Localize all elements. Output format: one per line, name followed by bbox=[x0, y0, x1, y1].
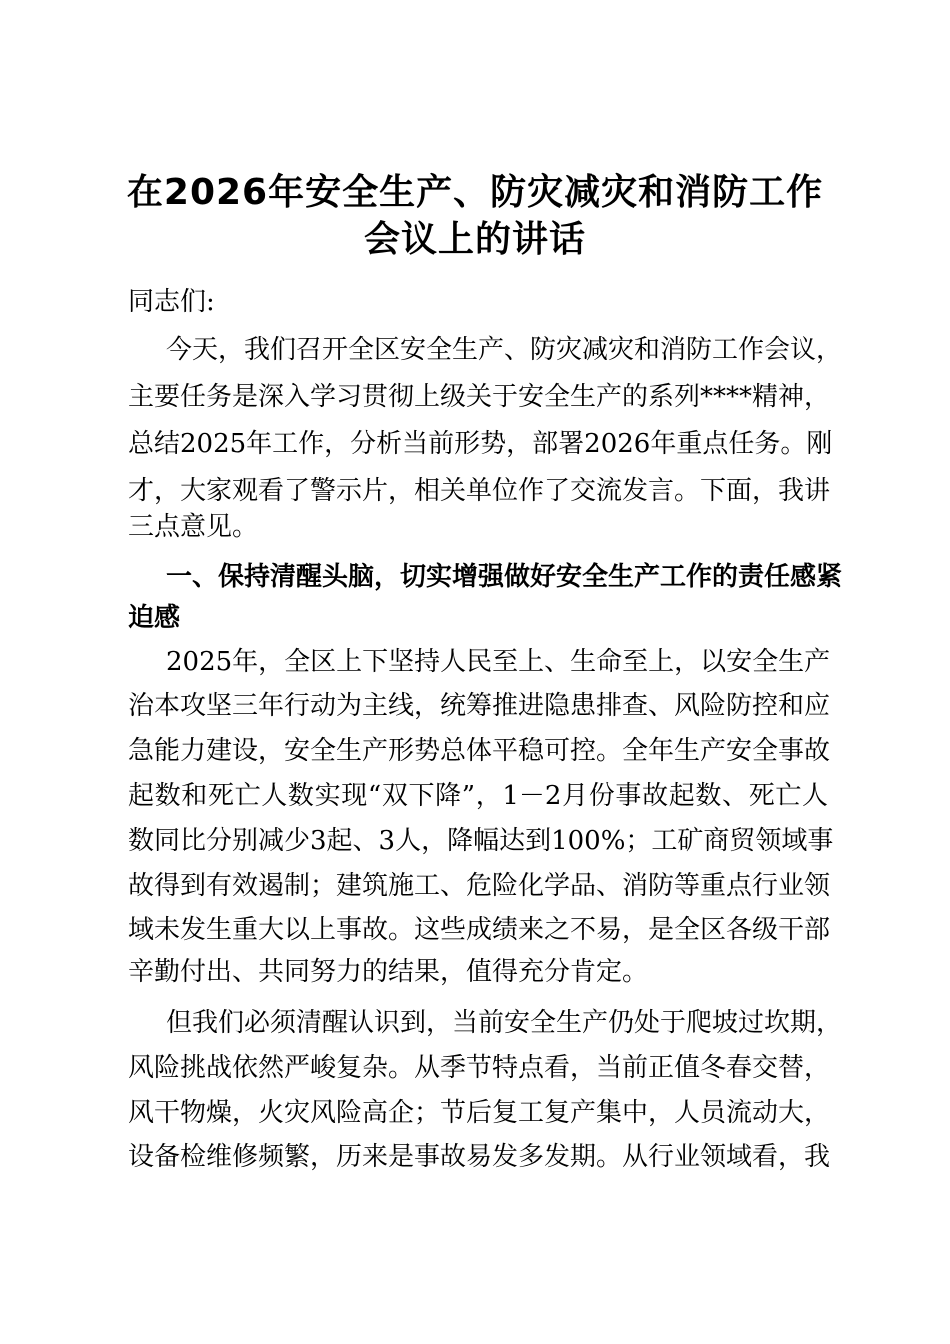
document-title-line-1: 在2026年安全生产、防灾减灾和消防工作 bbox=[126, 172, 824, 213]
document-title-line-2: 会议上的讲话 bbox=[363, 219, 586, 260]
paragraph-3-line: 设备检维修频繁，历来是事故易发多发期。从行业领域看，我 bbox=[128, 1142, 831, 1172]
paragraph-2-line: 急能力建设，安全生产形势总体平稳可控。全年生产安全事故 bbox=[128, 736, 831, 766]
paragraph-1-line: 三点意见。 bbox=[128, 512, 259, 542]
paragraph-2-line: 域未发生重大以上事故。这些成绩来之不易，是全区各级干部 bbox=[128, 915, 831, 945]
paragraph-3-line: 风干物燥，火灾风险高企；节后复工复产集中，人员流动大， bbox=[128, 1098, 831, 1128]
salutation: 同志们: bbox=[128, 287, 215, 317]
paragraph-2-line: 2025年，全区上下坚持人民至上、生命至上，以安全生产 bbox=[166, 647, 831, 677]
paragraph-3-line: 风险挑战依然严峻复杂。从季节特点看，当前正值冬春交替， bbox=[128, 1053, 831, 1083]
paragraph-2-line: 治本攻坚三年行动为主线，统筹推进隐患排查、风险防控和应 bbox=[128, 691, 831, 721]
paragraph-3-line: 但我们必须清醒认识到，当前安全生产仍处于爬坡过坎期， bbox=[166, 1008, 843, 1038]
paragraph-2-line: 辛勤付出、共同努力的结果，值得充分肯定。 bbox=[128, 957, 649, 987]
paragraph-1-line: 总结2025年工作，分析当前形势，部署2026年重点任务。刚 bbox=[128, 429, 833, 459]
paragraph-1-line: 今天，我们召开全区安全生产、防灾减灾和消防工作会议， bbox=[166, 335, 843, 365]
paragraph-2-line: 故得到有效遏制；建筑施工、危险化学品、消防等重点行业领 bbox=[128, 871, 831, 901]
section-heading-1: 一、保持清醒头脑，切实增强做好安全生产工作的责任感紧 bbox=[166, 562, 843, 592]
paragraph-2-line: 起数和死亡人数实现“双下降”，1－2月份事故起数、死亡人 bbox=[128, 781, 828, 811]
paragraph-1-line: 主要任务是深入学习贯彻上级关于安全生产的系列****精神， bbox=[128, 382, 831, 412]
paragraph-2-line: 数同比分别减少3起、3人，降幅达到100%；工矿商贸领域事 bbox=[128, 826, 834, 856]
section-heading-1: 迫感 bbox=[128, 603, 181, 633]
paragraph-1-line: 才，大家观看了警示片，相关单位作了交流发言。下面，我讲 bbox=[128, 476, 831, 506]
